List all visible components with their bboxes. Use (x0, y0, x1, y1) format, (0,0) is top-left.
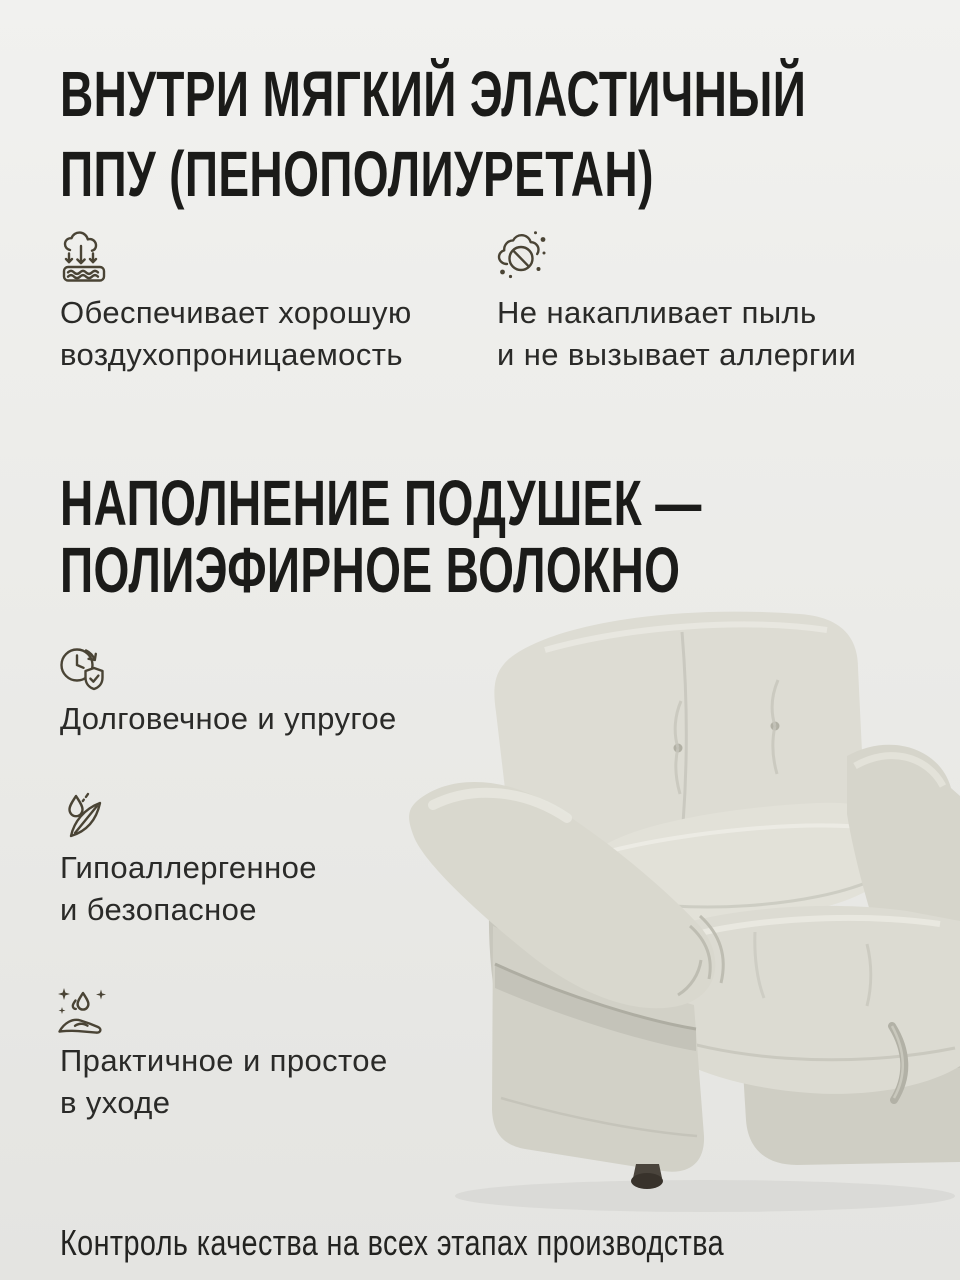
feature-line: и не вызывает аллергии (497, 337, 857, 372)
hypoallergenic-icon (55, 789, 111, 845)
feature-line: и безопасное (60, 892, 257, 927)
feature-line: Практичное и простое (60, 1043, 388, 1078)
feature-easy-care-text (60, 1040, 388, 1124)
feature-line: в уходе (60, 1085, 171, 1120)
feature-line: Обеспечивает хорошую (60, 295, 412, 330)
heading-line: ПОЛИЭФИРНОЕ ВОЛОКНО (60, 534, 681, 606)
feature-line: воздухопроницаемость (60, 337, 403, 372)
quality-control-note: Контроль качества на всех этапах производства (60, 1222, 725, 1263)
no-dust-icon (494, 227, 550, 283)
feature-no-dust-text (497, 292, 856, 376)
feature-hypoallergenic-text (60, 847, 317, 931)
breathability-icon (56, 229, 112, 285)
section-pillows-heading (60, 467, 702, 606)
easy-care-icon (55, 981, 111, 1037)
section-foam-heading (60, 54, 806, 214)
heading-line: НАПОЛНЕНИЕ ПОДУШЕК — (60, 467, 702, 539)
armchair-photo (395, 596, 960, 1226)
heading-line: ППУ (ПЕНОПОЛИУРЕТАН) (60, 138, 654, 210)
feature-durability-text (60, 698, 397, 740)
feature-line: Гипоаллергенное (60, 850, 317, 885)
heading-line: ВНУТРИ МЯГКИЙ ЭЛАСТИЧНЫЙ (60, 58, 807, 130)
armchair-graphic (395, 596, 960, 1226)
feature-breathability-text (60, 292, 412, 376)
feature-line: Не накапливает пыль (497, 295, 817, 330)
durability-icon (55, 639, 111, 695)
feature-line: Долговечное и упругое (60, 701, 397, 736)
